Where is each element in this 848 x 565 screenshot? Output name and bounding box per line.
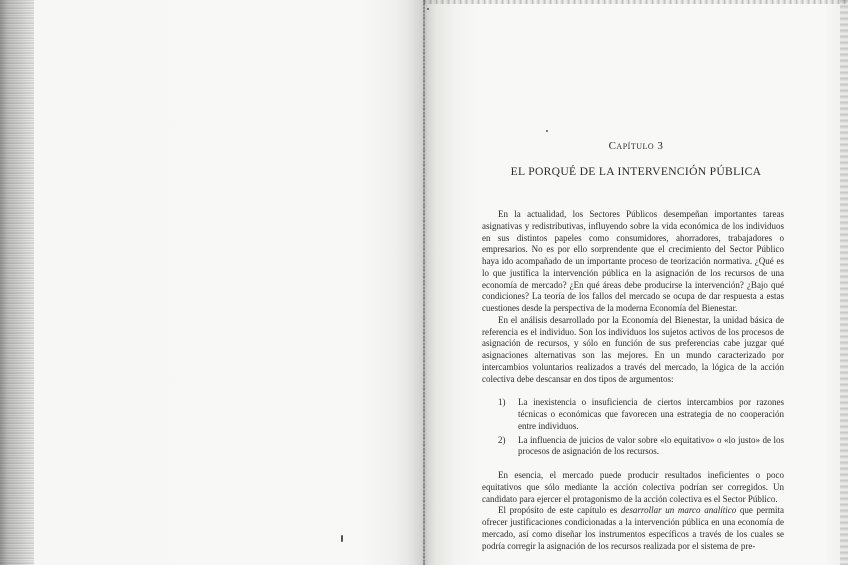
paragraph: En la actualidad, los Sectores Públicos desempeñan importantes tareas asignativas y redistributivas, influyendo sobre la vida económica de los individuos en sus distintos papeles como consumidores, ahorradores, trabajadores o empresarios. No es por ello sorprendente que el crecimiento del Sector Público haya ido acompañado de un importante proceso de teorización normativa. ¿Qué es lo que justifica la intervención pública en la asignación de los recursos de una economía de mercado? ¿En qué áreas debe producirse la intervención? ¿Bajo qué condiciones? La teoría de los fallos del mercado se ocupa de dar respuesta a estas cuestiones desde la perspectiva de la moderna Economía del Bienestar.: [482, 209, 784, 313]
paragraph: En esencia, el mercado puede producir resultados ineficientes o poco equitativos que sólo mediante la acción colectiva podrían ser corregidos. Un candidato para ejercer el protagonismo de la acción colectiva es el Sector Público.: [482, 470, 784, 504]
book-gutter: [423, 0, 425, 565]
scan-speck: [546, 130, 548, 132]
gutter-shadow: [395, 0, 455, 565]
list-number: 1): [498, 397, 506, 408]
chapter-body: [482, 209, 784, 552]
chapter-label: Capítulo 3: [608, 140, 664, 152]
list-number: 2): [498, 434, 506, 445]
paragraph: En el análisis desarrollado por la Economía del Bienestar, la unidad básica de referencia es el individuo. Son los individuos los sujetos activos de los procesos de asignación de recursos, y sólo en función de sus preferencias cabe juzgar qué asignaciones alternativas son las mejores. En un mundo caracterizado por intercambios voluntarios realizados a través del mercado, la lógica de la acción colectiva debe descansar en dos tipos de argumentos:: [482, 314, 784, 384]
scan-right-edge: [840, 0, 848, 565]
list-text: La influencia de juicios de valor sobre «lo equitativo» o «lo justo» de los procesos de asignación de los recursos.: [518, 434, 784, 457]
emphasis-text: desarrollar un marco analítico: [620, 505, 737, 516]
paragraph-text: El propósito de este capítulo es: [498, 505, 621, 516]
list-item: [498, 397, 784, 432]
paragraph: [482, 505, 784, 552]
chapter-title: EL PORQUÉ DE LA INTERVENCIÓN PÚBLICA: [510, 165, 762, 178]
scan-top-edge: [424, 0, 848, 4]
paragraph-text: que permita ofrecer justificaciones condicionadas a la intervención pública en una economía de mercado, así como diseñar los instrumentos específicos a través de los cuales se podría corregir la asignación de los recursos realizada por el sistema de pre-: [482, 505, 784, 551]
scan-speck: [341, 535, 343, 542]
scan-edge-shadow: [0, 0, 34, 565]
scan-speck: [427, 8, 429, 10]
list-text: La inexistencia o insuficiencia de ciertos intercambios por razones técnicas o económicas que favorecen una estrategia de no cooperación entre individuos.: [518, 397, 784, 431]
argument-list: [482, 397, 784, 458]
list-item: [498, 435, 784, 459]
